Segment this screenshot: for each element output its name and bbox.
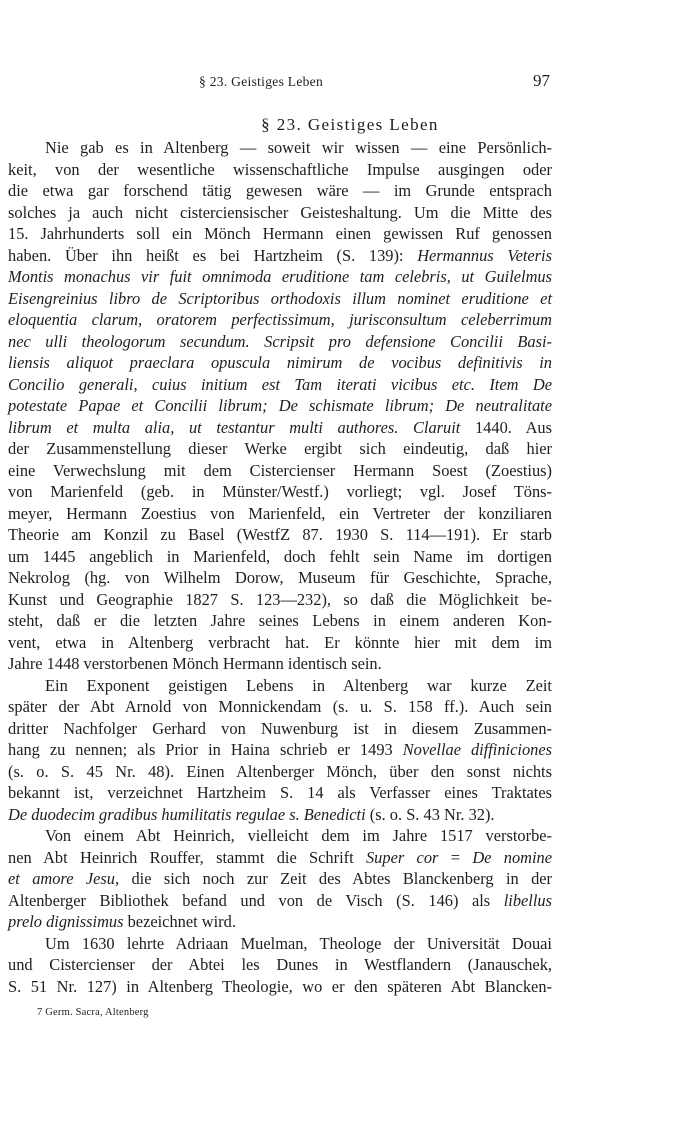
text-line (8, 933, 552, 955)
text-span: die etwa gar forschend tätig gewesen wäre — im Grunde entsprach (8, 181, 552, 200)
italic-text: libellus (503, 890, 552, 910)
body-text (8, 137, 552, 997)
text-span: von Marienfeld (geb. in Münster/Westf.) vorliegt; vgl. Josef Töns- (8, 482, 552, 501)
text-line (8, 696, 552, 718)
text-line (8, 180, 552, 202)
text-span: solches ja auch nicht cisterciensischer Geisteshaltung. Um die Mitte des (8, 202, 552, 222)
text-span: Von einem Abt Heinrich, vielleicht dem im Jahre 1517 verstorbe- (45, 826, 552, 845)
text-span: 15. Jahrhunderts soll ein Mönch Hermann einen gewissen Ruf genossen (8, 224, 552, 243)
text-line (8, 890, 552, 912)
text-line (8, 911, 552, 933)
text-line (8, 825, 552, 847)
italic-text: liensis aliquot praeclara opuscula nimirum de vocibus definitivis in (8, 353, 552, 372)
text-line (8, 374, 552, 396)
text-span: haben. Über ihn heißt es bei Hartzheim (S. 139): (8, 245, 418, 265)
text-line (8, 782, 552, 804)
text-line (8, 589, 552, 611)
text-span: Kunst und Geographie 1827 S. 123—232), so daß die Möglichkeit be- (8, 589, 552, 609)
text-line (8, 266, 552, 288)
italic-text: librum et multa alia, ut testantur multi authores. Claruit (8, 417, 461, 437)
text-span: später der Abt Arnold von Monnickendam (s. u. S. 158 ff.). Auch sein (8, 697, 552, 716)
text-span: der Zusammenstellung dieser Werke ergibt sich eindeutig, daß hier (8, 439, 552, 458)
text-line (8, 460, 552, 482)
text-line (8, 675, 552, 697)
text-span: und Cistercienser der Abtei les Dunes in Westflandern (Janauschek, (8, 955, 552, 974)
text-span: steht, daß er die letzten Jahre seines Lebens in einem anderen Kon- (8, 611, 552, 630)
text-line (8, 761, 552, 783)
text-span: (s. o. S. 43 Nr. 32). (365, 804, 495, 824)
italic-text: Novellae diffiniciones (402, 740, 552, 759)
text-line (8, 309, 552, 331)
text-span: Ein Exponent geistigen Lebens in Altenberg war kurze Zeit (45, 675, 552, 695)
text-line (8, 202, 552, 224)
text-line (8, 438, 552, 460)
text-line (8, 137, 552, 159)
text-span: 1440. Aus (460, 417, 552, 437)
text-span: bekannt ist, verzeichnet Hartzheim S. 14 als Verfasser eines Traktates (8, 783, 552, 802)
text-span: , die sich noch zur Zeit des Abtes Blanckenberg in der (114, 869, 553, 888)
italic-text: prelo dignissimus (8, 912, 124, 931)
italic-text: Concilio generali, cuius initium est Tam iterati vicibus etc. Item De (8, 374, 552, 394)
italic-text: Montis monachus vir fuit omnimoda eruditione tam celebris, ut Guilelmus (8, 267, 552, 286)
text-line (8, 847, 552, 869)
text-span: nen Abt Heinrich Rouffer, stammt die Schrift (8, 847, 366, 867)
text-span: eine Verwechslung mit dem Cistercienser Hermann Soest (Zoestius) (8, 460, 552, 480)
italic-text: De nomine (472, 847, 553, 867)
text-span: S. 51 Nr. 127) in Altenberg Theologie, wo er den späteren Abt Blancken- (8, 976, 552, 996)
text-span: Theorie am Konzil zu Basel (WestfZ 87. 1930 S. 114—191). Er starb (8, 525, 552, 544)
text-span: dritter Nachfolger Gerhard von Nuwenburg ist in diesem Zusammen- (8, 718, 552, 738)
text-line (8, 632, 552, 654)
text-line (8, 718, 552, 740)
italic-text: eloquentia clarum, oratorem perfectissimum, jurisconsultum celeberrimum (8, 310, 552, 329)
italic-text: nec ulli theologorum secundum. Scripsit pro defensione Concilii Basi- (8, 331, 552, 351)
text-line (8, 804, 552, 826)
italic-text: potestate Papae et Concilii librum; De schismate librum; De neutralitate (8, 396, 552, 415)
text-span: Nekrolog (hg. von Wilhelm Dorow, Museum für Geschichte, Sprache, (8, 568, 552, 587)
running-head: § 23. Geistiges Leben (199, 74, 324, 89)
italic-text: Hermannus Veteris (417, 245, 552, 265)
text-line (8, 546, 552, 568)
text-line (8, 395, 552, 417)
text-span: hang zu nennen; als Prior in Haina schrieb er 1493 (8, 740, 403, 759)
page-number: 97 (533, 71, 550, 90)
italic-text: et amore Jesu (8, 869, 115, 888)
text-span: = (438, 847, 473, 867)
text-line (8, 481, 552, 503)
footer-signature: 7 Germ. Sacra, Altenberg (37, 1007, 149, 1018)
text-line (8, 417, 552, 439)
text-line (8, 159, 552, 181)
text-line (8, 352, 552, 374)
text-span: um 1445 angeblich in Marienfeld, doch fehlt sein Name im dortigen (8, 546, 552, 566)
text-line (8, 567, 552, 589)
text-line (8, 331, 552, 353)
section-heading: § 23. Geistiges Leben (261, 115, 439, 134)
text-line (8, 524, 552, 546)
text-line (8, 954, 552, 976)
text-span: vent, etwa in Altenberg verbracht hat. Er könnte hier mit dem im (8, 632, 552, 652)
text-span: bezeichnet wird. (123, 912, 236, 931)
text-span: keit, von der wesentliche wissenschaftliche Impulse ausgingen oder (8, 159, 552, 179)
text-line (8, 868, 552, 890)
text-line (8, 245, 552, 267)
text-line (8, 223, 552, 245)
text-span: (s. o. S. 45 Nr. 48). Einen Altenberger Mönch, über den sonst nichts (8, 761, 552, 781)
text-line (8, 610, 552, 632)
italic-text: Super cor (365, 847, 439, 867)
italic-text: Eisengreinius libro de Scriptoribus orthodoxis illum nominet eruditione et (8, 288, 552, 308)
text-line (8, 503, 552, 525)
text-line (8, 288, 552, 310)
text-line (8, 653, 552, 675)
text-span: Jahre 1448 verstorbenen Mönch Hermann identisch sein. (8, 654, 382, 673)
text-span: Nie gab es in Altenberg — soweit wir wissen — eine Persönlich- (45, 138, 552, 157)
text-span: Um 1630 lehrte Adriaan Muelman, Theologe der Universität Douai (45, 933, 552, 953)
text-line (8, 976, 552, 998)
text-span: Altenberger Bibliothek befand und von de Visch (S. 146) als (8, 890, 504, 910)
italic-text: De duodecim gradibus humilitatis regulae s. Benedicti (8, 804, 366, 824)
text-line (8, 739, 552, 761)
text-span: meyer, Hermann Zoestius von Marienfeld, ein Vertreter der konziliaren (8, 503, 552, 523)
